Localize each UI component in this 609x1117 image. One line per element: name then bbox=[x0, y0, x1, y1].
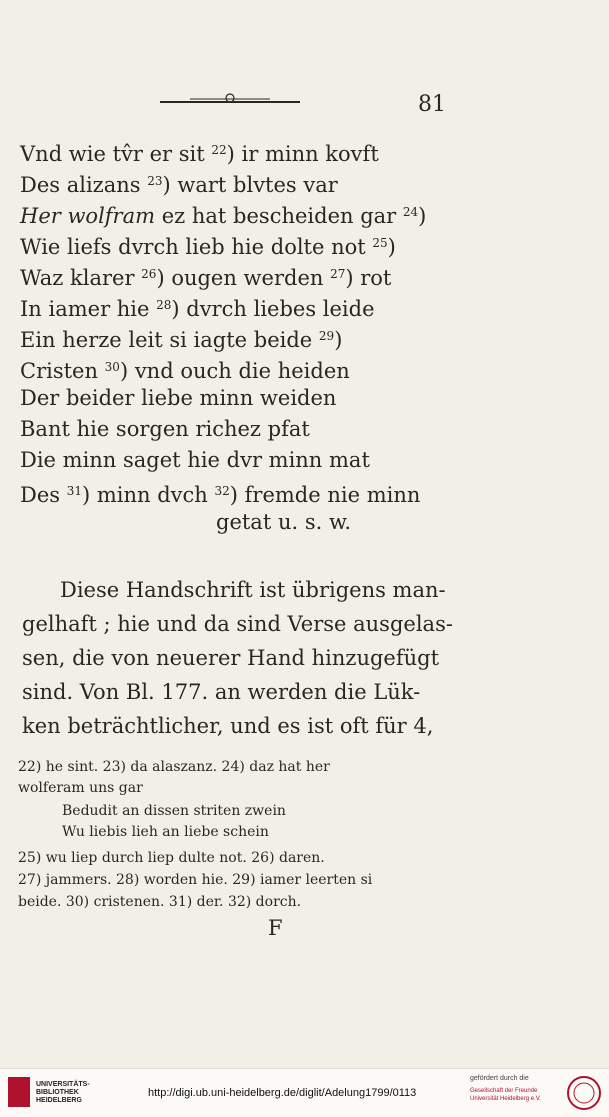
signature-mark: F bbox=[268, 916, 283, 940]
verse-line: Waz klarer $^{26}$) ougen werden $^{27}$) rot bbox=[20, 266, 392, 290]
footnote-line: 22) he sint. 23) da alaszanz. 24) daz hat her bbox=[18, 759, 330, 775]
header-ornament bbox=[160, 92, 300, 110]
sponsor-name: Gesellschaft der Freunde Universität Heidelberg e.V. bbox=[470, 1088, 541, 1102]
paragraph-line: sen, die von neuerer Hand hinzugefügt bbox=[22, 646, 440, 670]
footnote-line: 27) jammers. 28) worden hie. 29) iamer leerten si bbox=[18, 872, 373, 888]
verse-ending: getat u. s. w. bbox=[216, 510, 352, 534]
verse-line: Vnd wie tv̂r er sit $^{22}$) ir minn kovft bbox=[20, 142, 379, 166]
page-number: 81 bbox=[418, 92, 446, 117]
sponsor-label: gefördert durch die bbox=[470, 1075, 529, 1082]
paragraph-line: gelhaft ; hie und da sind Verse ausgelas- bbox=[22, 612, 453, 636]
verse-line: Des alizans $^{23}$) wart blvtes var bbox=[20, 173, 338, 197]
verse-line: In iamer hie $^{28}$) dvrch liebes leide bbox=[20, 297, 375, 321]
paragraph-line: ken beträchtlicher, und es ist oft für 4, bbox=[22, 714, 434, 738]
source-url-link[interactable]: http://digi.ub.uni-heidelberg.de/diglit/Adelung1799/0113 bbox=[148, 1087, 417, 1099]
verse-line: Ein herze leit si iagte beide $^{29}$) bbox=[20, 328, 343, 352]
verse-line: Cristen $^{30}$) vnd ouch die heiden bbox=[20, 359, 350, 383]
verse-line: Die minn saget hie dvr minn mat bbox=[20, 448, 370, 472]
paragraph-line: Diese Handschrift ist übrigens man- bbox=[60, 578, 446, 602]
verse-line: Der beider liebe minn weiden bbox=[20, 386, 337, 410]
verse-line: Wie liefs dvrch lieb hie dolte not $^{25}$) bbox=[20, 235, 396, 259]
verse-line: Her wolfram ez hat bescheiden gar $^{24}$) bbox=[20, 204, 427, 228]
university-seal-icon bbox=[566, 1075, 602, 1111]
library-name: UNIVERSITÄTS- BIBLIOTHEK HEIDELBERG bbox=[36, 1081, 90, 1104]
footnote-line: beide. 30) cristenen. 31) der. 32) dorch. bbox=[18, 894, 302, 910]
footer-bar bbox=[0, 1068, 609, 1117]
footnote-line: Wu liebis lieh an liebe schein bbox=[62, 824, 269, 840]
library-logo-icon bbox=[8, 1077, 30, 1107]
footnote-line: Bedudit an dissen striten zwein bbox=[62, 803, 286, 819]
verse-line: Des $^{31}$) minn dvch $^{32}$) fremde nie minn bbox=[20, 483, 421, 507]
verse-line: Bant hie sorgen richez pfat bbox=[20, 417, 310, 441]
footnote-line: wolferam uns gar bbox=[18, 780, 143, 796]
footnote-line: 25) wu liep durch liep dulte not. 26) daren. bbox=[18, 850, 325, 866]
paragraph-line: sind. Von Bl. 177. an werden die Lük- bbox=[22, 680, 421, 704]
